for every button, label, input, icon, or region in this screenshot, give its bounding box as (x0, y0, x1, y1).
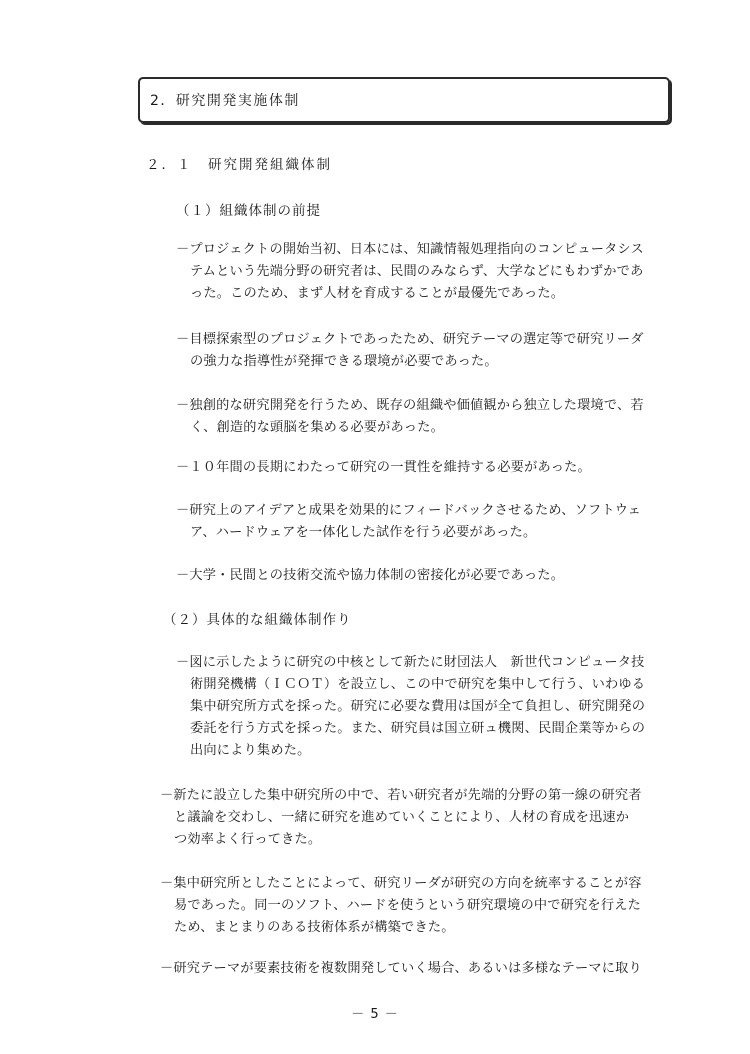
part1-heading: （１）組織体制の前提 (176, 203, 321, 219)
text-line: 易であった。同一のソフト、ハードを使うという研究環境の中で研究を行えた (174, 898, 641, 913)
text-line: テムという先端分野の研究者は、民間のみならず、大学などにもわずかであ (190, 264, 644, 279)
part2-item-4 (160, 958, 700, 980)
subsection-heading: ２．１ 研究開発組織体制 (146, 157, 332, 173)
part2-item-1 (176, 652, 716, 762)
text-line: 集中研究所方式を採った。研究に必要な費用は国が全て負担し、研究開発の (190, 699, 646, 714)
part2-heading: （２）具体的な組織体制作り (163, 612, 352, 628)
section-title: 2．研究開発実施体制 (150, 93, 300, 109)
part2-item-3 (160, 873, 700, 939)
text-line: つ効率よく行ってきた。 (174, 832, 322, 847)
text-line: 委託を行う方式を採った。また、研究員は国立研ュ機関、民間企業等からの (190, 721, 646, 736)
text-line: －新たに設立した集中研究所の中で、若い研究者が先端的分野の第一線の研究者 (160, 788, 642, 803)
text-line: －１０年間の長期にわたって研究の一貫性を維持する必要があった。 (176, 460, 591, 475)
part1-item-6 (176, 565, 716, 587)
text-line: 術開発機構（ＩＣＯＴ）を設立し、この中で研究を集中して行う、いわゆる (190, 677, 646, 692)
text-line: ため、まとまりのある技術体系が構築できた。 (174, 920, 455, 935)
text-line: 出向により集めた。 (190, 743, 311, 758)
text-line: の強力な指導性が発揮できる環境が必要であった。 (190, 354, 498, 369)
text-line: －集中研究所としたことによって、研究リーダが研究の方向を統率することが容 (160, 876, 642, 891)
text-line: －プロジェクトの開始当初、日本には、知識情報処理指向のコンピュータシス (176, 242, 644, 257)
part1-item-1 (176, 239, 716, 305)
text-line: －研究上のアイデアと成果を効果的にフィードバックさせるため、ソフトウェ (176, 503, 641, 518)
text-line: －図に示したように研究の中核として新たに財団法人 新世代コンピュータ技 (176, 655, 645, 670)
part1-item-2 (176, 329, 716, 373)
text-line: ア、ハードウェアを一体化した試作を行う必要があった。 (190, 525, 537, 540)
part1-item-3 (176, 395, 716, 439)
part2-item-2 (160, 785, 700, 851)
text-line: った。このため、まず人材を育成することが最優先であった。 (190, 286, 565, 301)
text-line: く、創造的な頭脳を集める必要があった。 (190, 420, 444, 435)
text-line: －研究テーマが要素技術を複数開発していく場合、あるいは多様なテーマに取り (160, 961, 642, 976)
section-title-box (138, 77, 670, 123)
page-number: － 5 － (351, 1007, 399, 1022)
part1-item-4 (176, 457, 716, 479)
text-line: －目標探索型のプロジェクトであったため、研究テーマの選定等で研究リーダ (176, 332, 644, 347)
text-line: と議論を交わし、一緒に研究を進めていくことにより、人材の育成を迅速か (174, 810, 630, 825)
text-line: －大学・民間との技術交流や協力体制の密接化が必要であった。 (176, 568, 565, 583)
part1-item-5 (176, 500, 716, 544)
text-line: －独創的な研究開発を行うため、既存の組織や価値観から独立した環境で、若 (176, 398, 644, 413)
